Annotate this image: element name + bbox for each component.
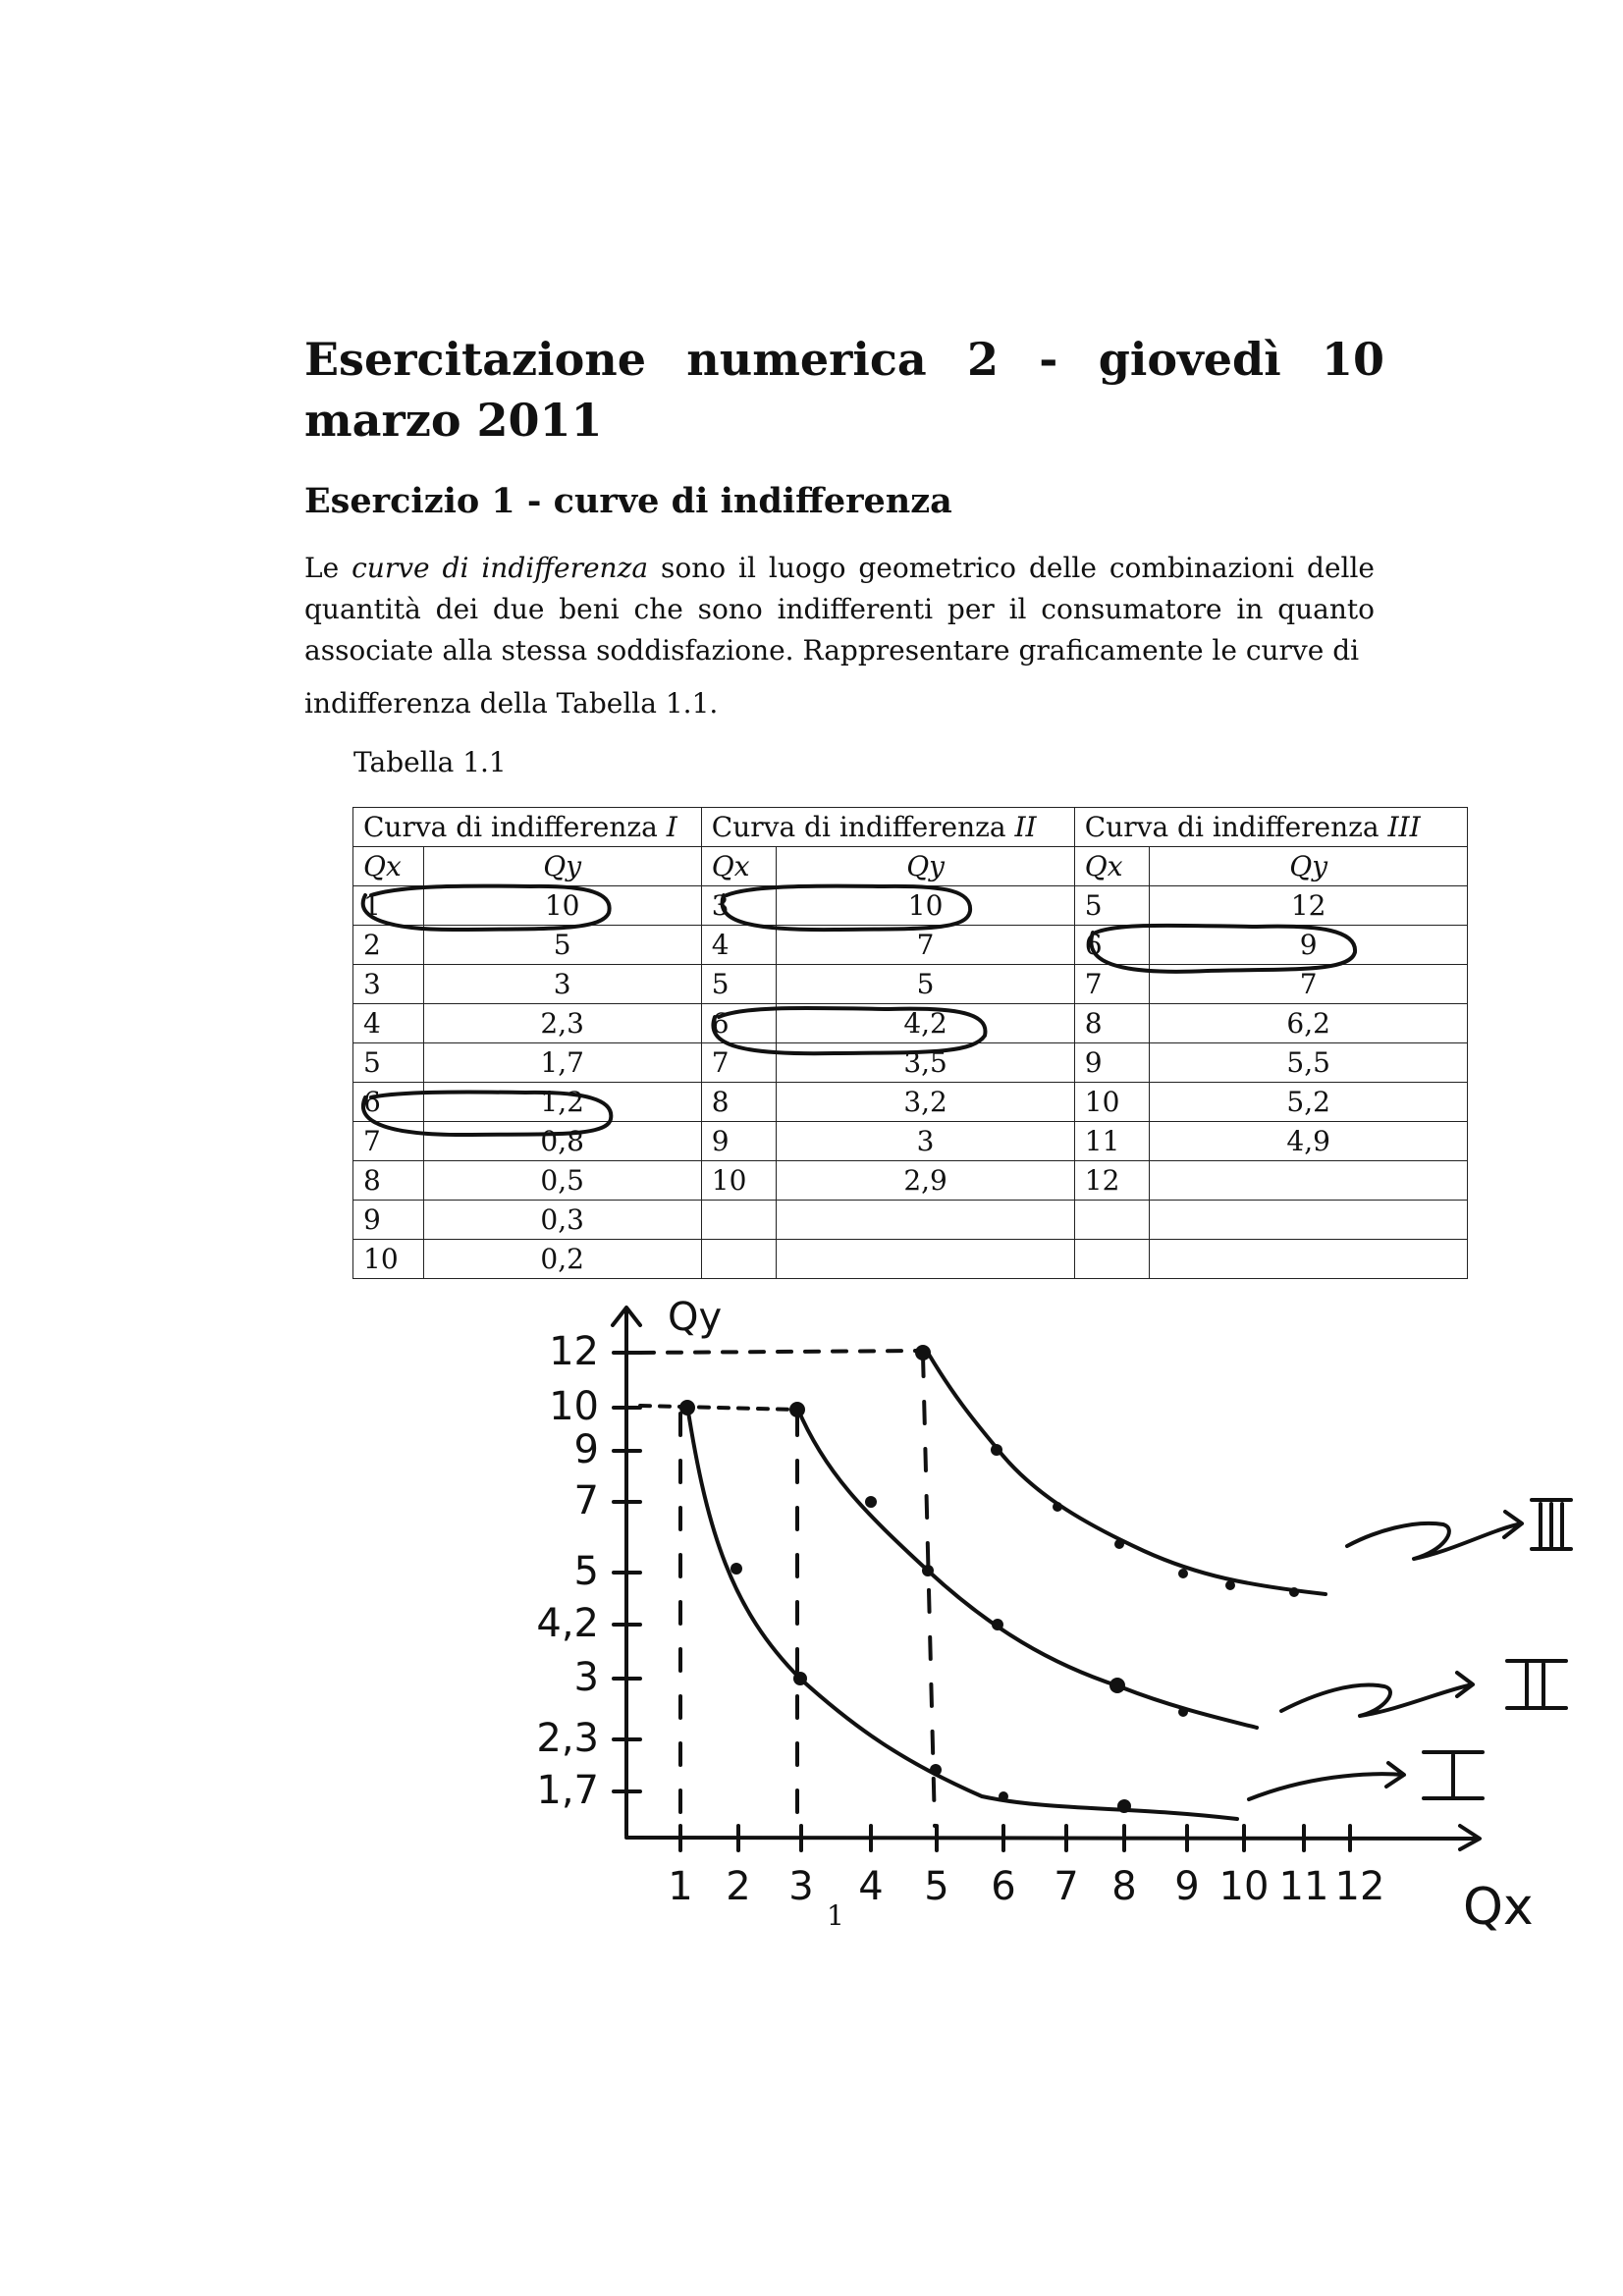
x-tick-label: 10 [1218, 1864, 1270, 1909]
subheader-qx: Qx [1074, 847, 1150, 886]
table-row [353, 965, 1468, 1004]
table-caption: Tabella 1.1 [353, 746, 507, 778]
y-tick-label: 4,2 [536, 1601, 599, 1646]
table-row [353, 926, 1468, 965]
paragraph-body: sono il luogo geometrico delle combinazioni delle quantità dei due beni che sono indifferenti per il consumatore in quanto associate alla stessa soddisfazione. Rappresentare graficamente le curve di [304, 552, 1376, 667]
table-cell: 12 [1074, 1161, 1150, 1201]
header-curve-2: Curva di indifferenza II [701, 808, 1074, 847]
table-cell: 7 [1074, 965, 1150, 1004]
table-row [353, 1122, 1468, 1161]
arrow-to-III [1347, 1512, 1522, 1559]
table-cell: 8 [353, 1161, 424, 1201]
table-cell: 4 [701, 926, 777, 965]
table-cell: 5 [701, 965, 777, 1004]
x-tick-label: 2 [726, 1864, 751, 1909]
table-cell: 5,2 [1150, 1083, 1468, 1122]
exercise-title: Esercizio 1 - curve di indifferenza [304, 481, 952, 521]
table-cell: 11 [1074, 1122, 1150, 1161]
table-cell: 9 [1074, 1043, 1150, 1083]
table-cell: 3,2 [777, 1083, 1074, 1122]
table-cell: 4,2 [777, 1004, 1074, 1043]
table-row [353, 886, 1468, 926]
table-cell: 1 [353, 886, 424, 926]
table-cell: 3,5 [777, 1043, 1074, 1083]
paragraph-italic-term: curve di indifferenza [352, 552, 649, 584]
paragraph-last-line: indifferenza della Tabella 1.1. [304, 687, 719, 720]
paragraph-intro: Le [304, 552, 340, 584]
table-cell: 3 [423, 965, 701, 1004]
table-cell: 6 [701, 1004, 777, 1043]
table-cell: 2 [353, 926, 424, 965]
table-cell: 1,7 [423, 1043, 701, 1083]
table-cell: 9 [353, 1201, 424, 1240]
document-title: Esercitazione numerica 2 - giovedì 10 marzo 2011 [304, 333, 1384, 447]
table-cell: 1,2 [423, 1083, 701, 1122]
table-cell: 0,8 [423, 1122, 701, 1161]
subheader-qy: Qy [777, 847, 1074, 886]
table-cell: 8 [701, 1083, 777, 1122]
table-cell: 3 [353, 965, 424, 1004]
x-axis [626, 1838, 1478, 1839]
x-axis-label: Qx [1463, 1878, 1534, 1937]
x-axis-arrow [1460, 1826, 1480, 1849]
table-cell: 10 [1074, 1083, 1150, 1122]
table-cell: 10 [423, 886, 701, 926]
table-cell: 0,2 [423, 1240, 701, 1279]
x-tick-label: 8 [1111, 1864, 1137, 1909]
table-cell: 2,9 [777, 1161, 1074, 1201]
x-tick-label: 5 [924, 1864, 949, 1909]
arrow-to-I [1249, 1763, 1404, 1799]
table-cell: 12 [1150, 886, 1468, 926]
table-cell: 6 [1074, 926, 1150, 965]
table-cell: 5 [1074, 886, 1150, 926]
y-tick-labels [536, 1329, 599, 1813]
table-cell: 2,3 [423, 1004, 701, 1043]
y-axis-arrow [613, 1308, 640, 1325]
curve-II [797, 1408, 1257, 1728]
table-cell: 3 [777, 1122, 1074, 1161]
page-number: 1 [827, 1899, 844, 1932]
curve-labels [1488, 1477, 1590, 1749]
table-cell: 5 [423, 926, 701, 965]
y-tick-label: 5 [573, 1549, 599, 1594]
table-row [353, 1161, 1468, 1201]
table-cell: 0,5 [423, 1161, 701, 1201]
table-cell: 0,3 [423, 1201, 701, 1240]
table-cell: 10 [701, 1161, 777, 1201]
table-cell [1074, 1240, 1150, 1279]
header-curve-3: Curva di indifferenza III [1074, 808, 1467, 847]
table-cell [701, 1240, 777, 1279]
table-cell: 10 [777, 886, 1074, 926]
header-curve-1: Curva di indifferenza I [353, 808, 702, 847]
table-cell [1074, 1201, 1150, 1240]
table-cell: 6,2 [1150, 1004, 1468, 1043]
label-I-icon [1424, 1752, 1483, 1798]
table-cell: 10 [353, 1240, 424, 1279]
indifference-table [352, 807, 1468, 1279]
table-header-row [353, 808, 1468, 847]
label-II-icon [1507, 1661, 1566, 1708]
table-cell: 4,9 [1150, 1122, 1468, 1161]
table-cell: 7 [353, 1122, 424, 1161]
exercise-paragraph [304, 548, 1375, 724]
curve-I [687, 1406, 1237, 1819]
x-tick-label: 12 [1334, 1864, 1385, 1909]
y-tick-label: 2,3 [536, 1716, 599, 1761]
x-tick-label: 4 [858, 1864, 884, 1909]
table-cell: 5 [353, 1043, 424, 1083]
table-row [353, 1004, 1468, 1043]
table-cell [777, 1201, 1074, 1240]
y-tick-label: 12 [549, 1329, 599, 1374]
subheader-qx: Qx [353, 847, 424, 886]
y-tick-label: 1,7 [536, 1768, 599, 1813]
table-cell: 7 [701, 1043, 777, 1083]
table-row [353, 1043, 1468, 1083]
table-cell [777, 1240, 1074, 1279]
table-cell: 7 [1150, 965, 1468, 1004]
table-cell [701, 1201, 777, 1240]
x-tick-labels [668, 1864, 1384, 1909]
table-row [353, 1083, 1468, 1122]
table-cell: 5 [777, 965, 1074, 1004]
subheader-qx: Qx [701, 847, 777, 886]
y-tick-label: 7 [573, 1478, 599, 1523]
table-row [353, 1201, 1468, 1240]
x-tick-label: 1 [668, 1864, 693, 1909]
x-tick-label: 9 [1174, 1864, 1200, 1909]
arrow-to-II [1281, 1673, 1473, 1716]
x-tick-label: 6 [991, 1864, 1016, 1909]
table-cell [1150, 1240, 1468, 1279]
table-cell: 7 [777, 926, 1074, 965]
x-tick-label: 3 [788, 1864, 814, 1909]
table-cell: 8 [1074, 1004, 1150, 1043]
table-cell: 6 [353, 1083, 424, 1122]
table-cell: 4 [353, 1004, 424, 1043]
table-cell: 9 [701, 1122, 777, 1161]
table-cell: 5,5 [1150, 1043, 1468, 1083]
subheader-qy: Qy [423, 847, 701, 886]
label-III-icon [1532, 1500, 1571, 1549]
x-tick-label: 11 [1278, 1864, 1329, 1909]
table-row [353, 1240, 1468, 1279]
table-cell: 9 [1150, 926, 1468, 965]
table-cell [1150, 1201, 1468, 1240]
subheader-qy: Qy [1150, 847, 1468, 886]
y-tick-label: 10 [549, 1384, 599, 1429]
table-cell: 3 [701, 886, 777, 926]
x-tick-label: 7 [1054, 1864, 1079, 1909]
table-subheader-row [353, 847, 1468, 886]
y-tick-label: 3 [573, 1655, 599, 1700]
table-cell [1150, 1161, 1468, 1201]
curve-III [928, 1353, 1325, 1594]
y-axis-label: Qy [668, 1295, 723, 1340]
y-tick-label: 9 [573, 1427, 599, 1472]
